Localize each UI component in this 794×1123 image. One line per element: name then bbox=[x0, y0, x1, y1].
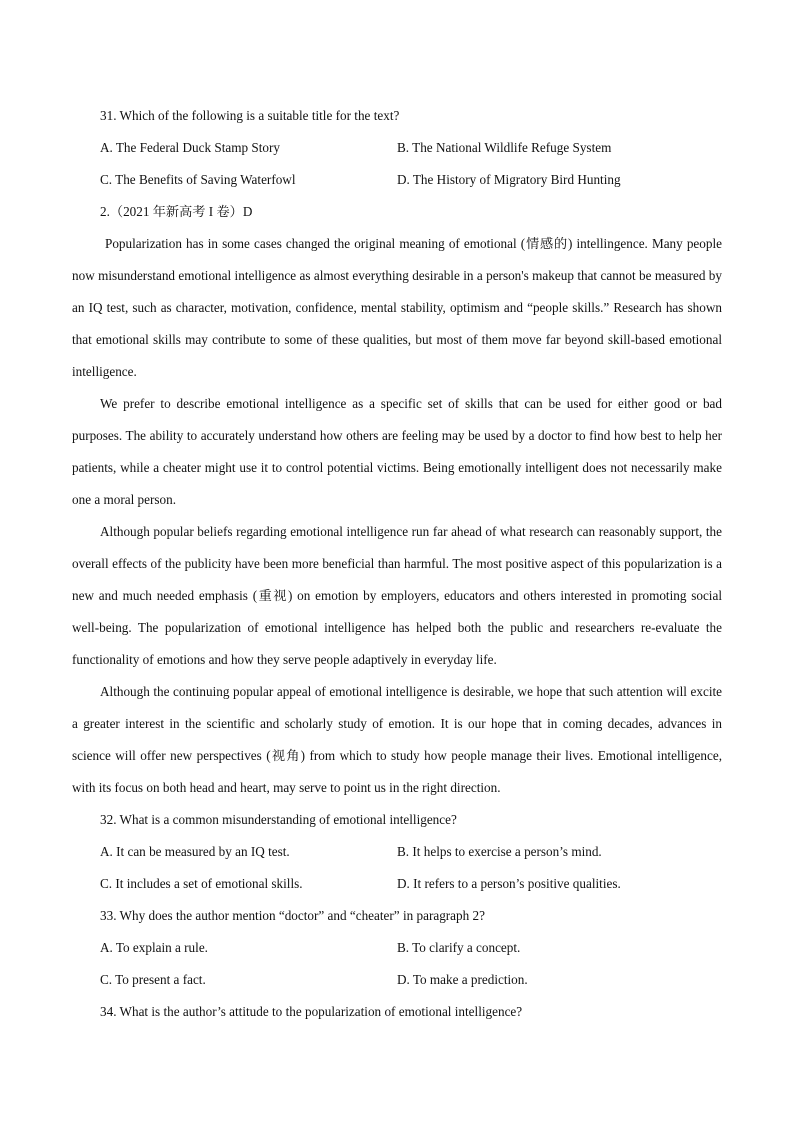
question-33-option-a: A. To explain a rule. bbox=[100, 940, 208, 955]
question-31-option-b: B. The National Wildlife Refuge System bbox=[397, 140, 612, 155]
question-33-option-d: D. To make a prediction. bbox=[397, 972, 528, 987]
question-34-stem: 34. What is the author’s attitude to the popularization of emotional intelligence? bbox=[100, 1004, 523, 1019]
question-32-option-a: A. It can be measured by an IQ test. bbox=[100, 844, 290, 859]
passage-paragraph-3: Although popular beliefs regarding emotional intelligence run far ahead of what research can reasonably support, the overall effects of the publicity have been more beneficial than harmful. The most positive aspect of this popularization is a new and much needed emphasis (重视) on emotion by employers, educators and others interested in promoting social well-being. The popularization of emotional intelligence has helped both the public and researchers re-evaluate the functionality of emotions and how they serve people adaptively in everyday life. bbox=[72, 524, 722, 667]
passage-source: 2.（2021 年新高考 I 卷）D bbox=[100, 204, 253, 219]
question-32-option-b: B. It helps to exercise a person’s mind. bbox=[397, 844, 602, 859]
question-32-options-row-1 bbox=[72, 836, 722, 868]
exam-page bbox=[72, 100, 722, 1028]
question-32-option-d: D. It refers to a person’s positive qualities. bbox=[397, 876, 621, 891]
passage-paragraph-1: Popularization has in some cases changed the original meaning of emotional (情感的) intellingence. Many people now misunderstand emotional intelligence as almost everything desirable in a person's makeup that cannot be measured by an IQ test, such as character, motivation, confidence, mental stability, optimism and “people skills.” Research has shown that emotional skills may contribute to some of these qualities, but most of them move far beyond skill-based emotional intelligence. bbox=[72, 236, 722, 379]
question-32-options-row-2 bbox=[72, 868, 722, 900]
question-31-option-a: A. The Federal Duck Stamp Story bbox=[100, 140, 280, 155]
passage-paragraph-4: Although the continuing popular appeal of emotional intelligence is desirable, we hope that such attention will excite a greater interest in the scientific and scholarly study of emotion. It is our hope that in coming decades, advances in science will offer new perspectives (视角) from which to study how people manage their lives. Emotional intelligence, with its focus on both head and heart, may serve to point us in the right direction. bbox=[72, 684, 722, 795]
question-31-option-d: D. The History of Migratory Bird Hunting bbox=[397, 172, 621, 187]
question-33-options-row-1 bbox=[72, 932, 722, 964]
question-31-options-row-2 bbox=[72, 164, 722, 196]
question-33-options-row-2 bbox=[72, 964, 722, 996]
passage-paragraph-2: We prefer to describe emotional intelligence as a specific set of skills that can be used for either good or bad purposes. The ability to accurately understand how others are feeling may be used by a doctor to find how best to help her patients, while a cheater might use it to control potential victims. Being emotionally intelligent does not necessarily make one a moral person. bbox=[72, 396, 722, 507]
question-33-stem: 33. Why does the author mention “doctor” and “cheater” in paragraph 2? bbox=[100, 908, 485, 923]
question-33-option-b: B. To clarify a concept. bbox=[397, 940, 521, 955]
question-32-option-c: C. It includes a set of emotional skills. bbox=[100, 876, 303, 891]
question-31-option-c: C. The Benefits of Saving Waterfowl bbox=[100, 172, 296, 187]
question-31-options-row-1 bbox=[72, 132, 722, 164]
question-33-option-c: C. To present a fact. bbox=[100, 972, 206, 987]
question-32-stem: 32. What is a common misunderstanding of emotional intelligence? bbox=[100, 812, 457, 827]
question-31-stem: 31. Which of the following is a suitable title for the text? bbox=[100, 108, 400, 123]
